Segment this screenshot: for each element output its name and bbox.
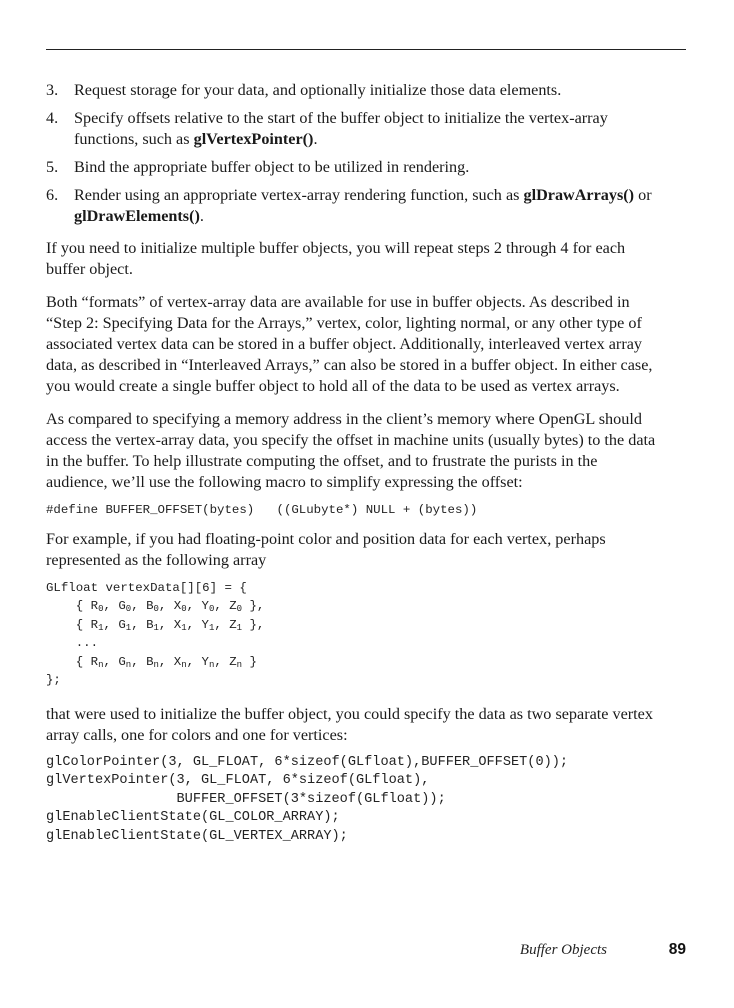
paragraph-separate-calls: that were used to initialize the buffer object, you could specify the data as two separate vertex array calls, one for colors and one for vertices: [46,704,653,744]
code-array-close: }; [46,673,61,687]
code-line: glVertexPointer(3, GL_FLOAT, 6*sizeof(GLfloat), [46,773,430,788]
code-line: glEnableClientState(GL_COLOR_ARRAY); [46,810,340,825]
step-3 [46,80,656,101]
page-body [46,80,656,856]
running-footer-title: Buffer Objects [519,942,607,958]
code-line: glColorPointer(3, GL_FLOAT, 6*sizeof(GLfloat),BUFFER_OFFSET(0)); [46,754,569,770]
step-number: 4. [46,109,59,127]
function-name: glDrawArrays() [523,186,635,204]
header-rule [46,49,686,50]
step-number: 5. [46,158,59,176]
step-text-end: . [199,207,204,225]
step-text: or [634,186,652,204]
paragraph-repeat-steps: If you need to initialize multiple buffer objects, you will repeat steps 2 through 4 for each buffer object. [46,239,626,278]
code-pointer-calls [46,754,656,847]
code-define-macro: #define BUFFER_OFFSET(bytes) ((GLubyte*) NULL + (bytes)) [46,503,478,517]
code-line: glEnableClientState(GL_VERTEX_ARRAY); [46,828,348,844]
paragraph-formats: Both “formats” of vertex-array data are available for use in buffer objects. As described in “Step 2: Specifying Data for the Arrays,” vertex, color, lighting normal, or any other type of associated vertex data can be stored in a buffer object. Additionally, interleaved vertex array data, as described in “Interleaved Arrays,” can also be stored in a buffer object. In either case, you would create a single buffer object to hold all of the data to be used as vertex arrays. [46,293,653,395]
step-number: 3. [46,81,59,99]
code-array-decl: GLfloat vertexData[][6] = { [46,580,247,595]
step-text-end: . [313,130,318,148]
step-text: Render using an appropriate vertex-array rendering function, such as [74,186,524,204]
step-4 [46,108,656,150]
steps-list [46,80,656,227]
step-6 [46,185,656,227]
paragraph-offset: As compared to specifying a memory address in the client’s memory where OpenGL should access the vertex-array data, you specify the offset in machine units (usually bytes) to the data in the buffer. To help illustrate computing the offset, and to frustrate the purists in the audience, we’ll use the following macro to simplify expressing the offset: [46,410,656,491]
code-row-0: { $R_0$, $G_0$, $B_0$, $X_0$, $Y_0$, $Z_0$ }, [46,599,265,614]
step-text: Request storage for your data, and optionally initialize those data elements. [74,81,562,99]
step-text: Bind the appropriate buffer object to be utilized in rendering. [74,158,470,176]
step-text: Specify offsets relative to the start of the buffer object to initialize the vertex-array functions, such as [74,109,608,148]
step-number: 6. [46,186,59,204]
function-name: glDrawElements() [74,207,200,225]
function-name: glVertexPointer() [193,130,314,148]
code-line: BUFFER_OFFSET(3*sizeof(GLfloat)); [46,791,446,807]
code-ellipsis: ... [46,636,99,650]
paragraph-example: For example, if you had floating-point color and position data for each vertex, perhaps represented as the following array [46,529,606,569]
code-vertex-array [46,579,656,690]
code-row-1: { $R_1$, $G_1$, $B_1$, $X_1$, $Y_1$, $Z_1$ }, [46,617,265,633]
step-5 [46,157,656,178]
code-row-n: { $R_n$, $G_n$, $B_n$, $X_n$, $Y_n$, $Z_n$ } [46,654,257,670]
page-number: 89 [668,941,686,958]
